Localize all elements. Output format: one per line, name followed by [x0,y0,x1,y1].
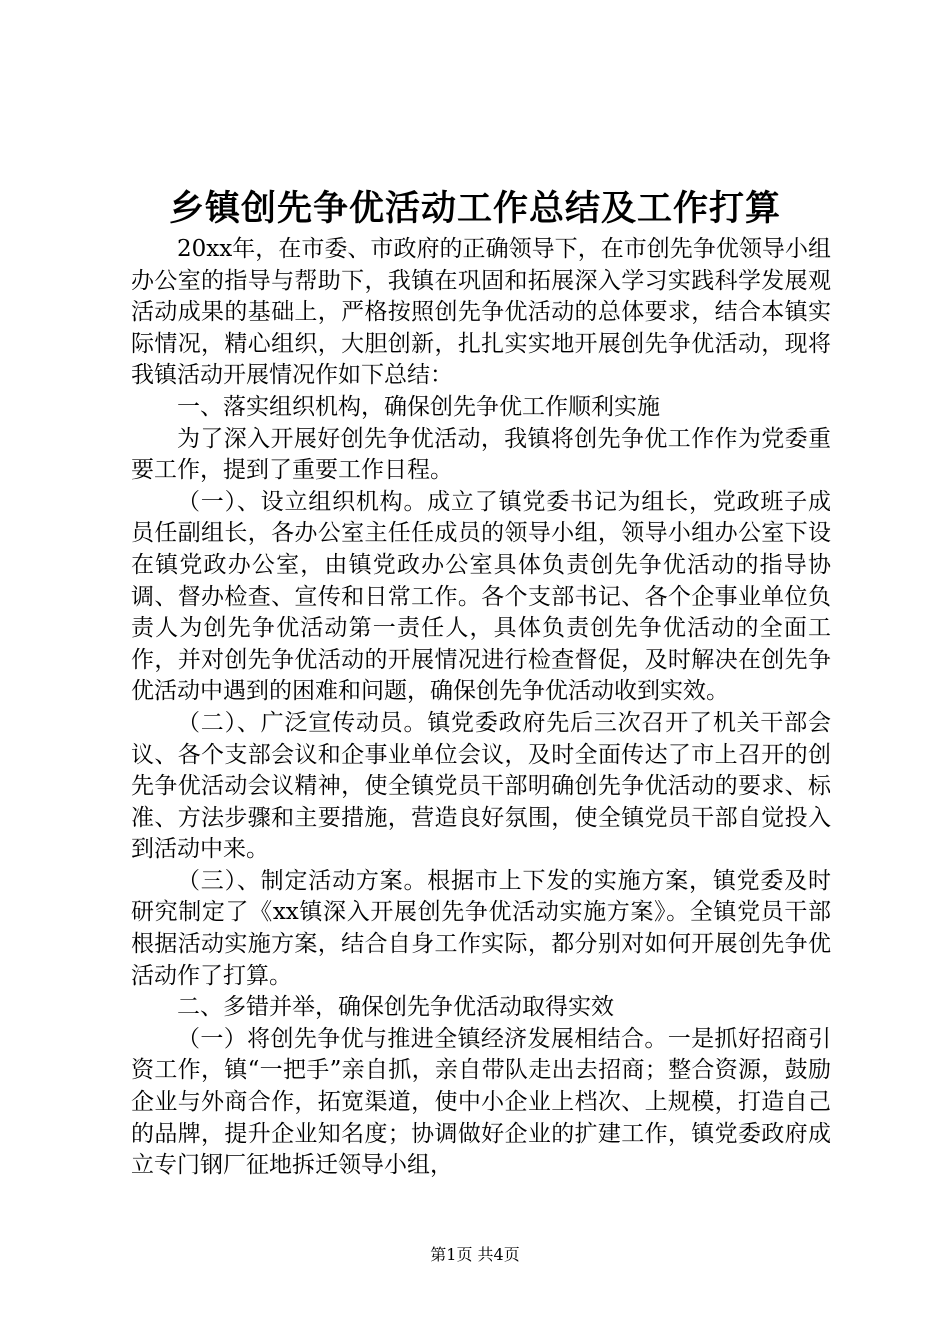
section-heading-2: 二、多错并举，确保创先争优活动取得实效 [177,994,614,1021]
intro-paragraph: 20xx年，在市委、市政府的正确领导下，在市创先争优领导小组办公室的指导与帮助下，我镇在巩固和拓展深入学习实践科学发展观活动成果的基础上，严格按照创先争优活动的总体要求，结合本镇实际情况，精心组织，大胆创新，扎扎实实地开展创先争优活动，现将我镇活动开展情况作如下总结： [131,236,831,389]
body-paragraph: 为了深入开展好创先争优活动，我镇将创先争优工作作为党委重要工作，提到了重要工作日程。 [131,425,831,484]
document-body [131,234,831,1182]
body-paragraph: （三）、制定活动方案。根据市上下发的实施方案，镇党委及时研究制定了《xx镇深入开展创先争优活动实施方案》。全镇党员干部根据活动实施方案，结合自身工作实际，都分别对如何开展创先争优活动作了打算。 [131,867,831,989]
document-title: 乡镇创先争优活动工作总结及工作打算 [168,188,781,229]
section-heading-1: 一、落实组织机构，确保创先争优工作顺利实施 [177,393,660,420]
page-number-footer: 第1页 共4页 [430,1245,520,1264]
body-paragraph: （一）、设立组织机构。成立了镇党委书记为组长，党政班子成员任副组长，各办公室主任任成员的领导小组，领导小组办公室下设在镇党政办公室，由镇党政办公室具体负责创先争优活动的指导协调、督办检查、宣传和日常工作。各个支部书记、各个企事业单位负责人为创先争优活动第一责任人，具体负责创先争优活动的全面工作，并对创先争优活动的开展情况进行检查督促，及时解决在创先争优活动中遇到的困难和问题，确保创先争优活动收到实效。 [131,488,831,705]
body-paragraph: （一）将创先争优与推进全镇经济发展相结合。一是抓好招商引资工作，镇“一把手”亲自抓，亲自带队走出去招商；整合资源，鼓励企业与外商合作，拓宽渠道，使中小企业上档次、上规模，打造自己的品牌，提升企业知名度；协调做好企业的扩建工作，镇党委政府成立专门钢厂征地拆迁领导小组， [131,1025,831,1179]
body-paragraph: （二）、广泛宣传动员。镇党委政府先后三次召开了机关干部会议、各个支部会议和企事业单位会议，及时全面传达了市上召开的创先争优活动会议精神，使全镇党员干部明确创先争优活动的要求、标准、方法步骤和主要措施，营造良好氛围，使全镇党员干部自觉投入到活动中来。 [131,709,831,863]
